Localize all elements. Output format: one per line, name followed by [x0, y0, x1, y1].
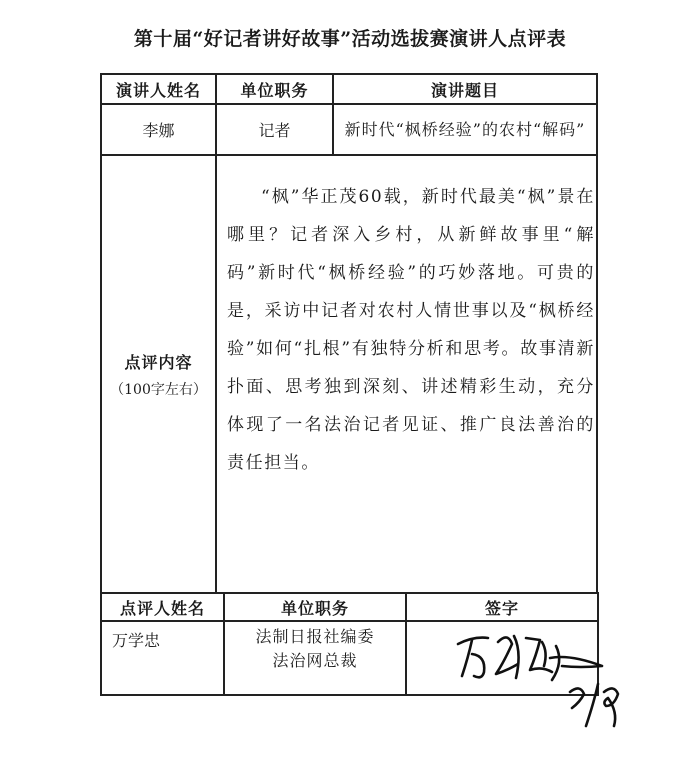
reviewer-name: 万学忠 [112, 631, 161, 650]
review-content: “枫”华正茂60载，新时代最美“枫”景在哪里？记者深入乡村，从新鲜故事里“解码”新时代“枫桥经验”的巧妙落地。可贵的是，采访中记者对农村人情世事以及“枫桥经验”如何“扎根”有独特分析和思考。故事清新扑面、思考独到深刻、讲述精彩生动，充分体现了一名法治记者见证、推广良法善治的责任担当。 [227, 187, 595, 473]
reviewer-position-cell [225, 624, 405, 674]
review-label: 点评内容 [124, 352, 193, 372]
speaker-unit-position-header: 单位职务 [240, 80, 309, 100]
speaker-name: 李娜 [142, 121, 175, 140]
handwritten-signature-icon [452, 622, 632, 736]
speech-topic-header: 演讲题目 [430, 80, 499, 100]
reviewer-name-header: 点评人姓名 [119, 598, 205, 618]
reviewer-position-line2: 法治网总裁 [272, 651, 358, 670]
signature-header: 签字 [484, 598, 519, 618]
speaker-position: 记者 [258, 121, 291, 140]
reviewer-unit-position-header: 单位职务 [280, 598, 349, 618]
speech-topic: 新时代“枫桥经验”的农村“解码” [344, 119, 586, 139]
reviewer-position-line1: 法制日报社编委 [255, 627, 375, 646]
speaker-name-header: 演讲人姓名 [115, 80, 201, 100]
review-label-cell [102, 156, 215, 592]
review-word-limit: （100字左右） [110, 381, 207, 398]
page-title: 第十届“好记者讲好故事”活动选拔赛演讲人点评表 [133, 28, 567, 50]
